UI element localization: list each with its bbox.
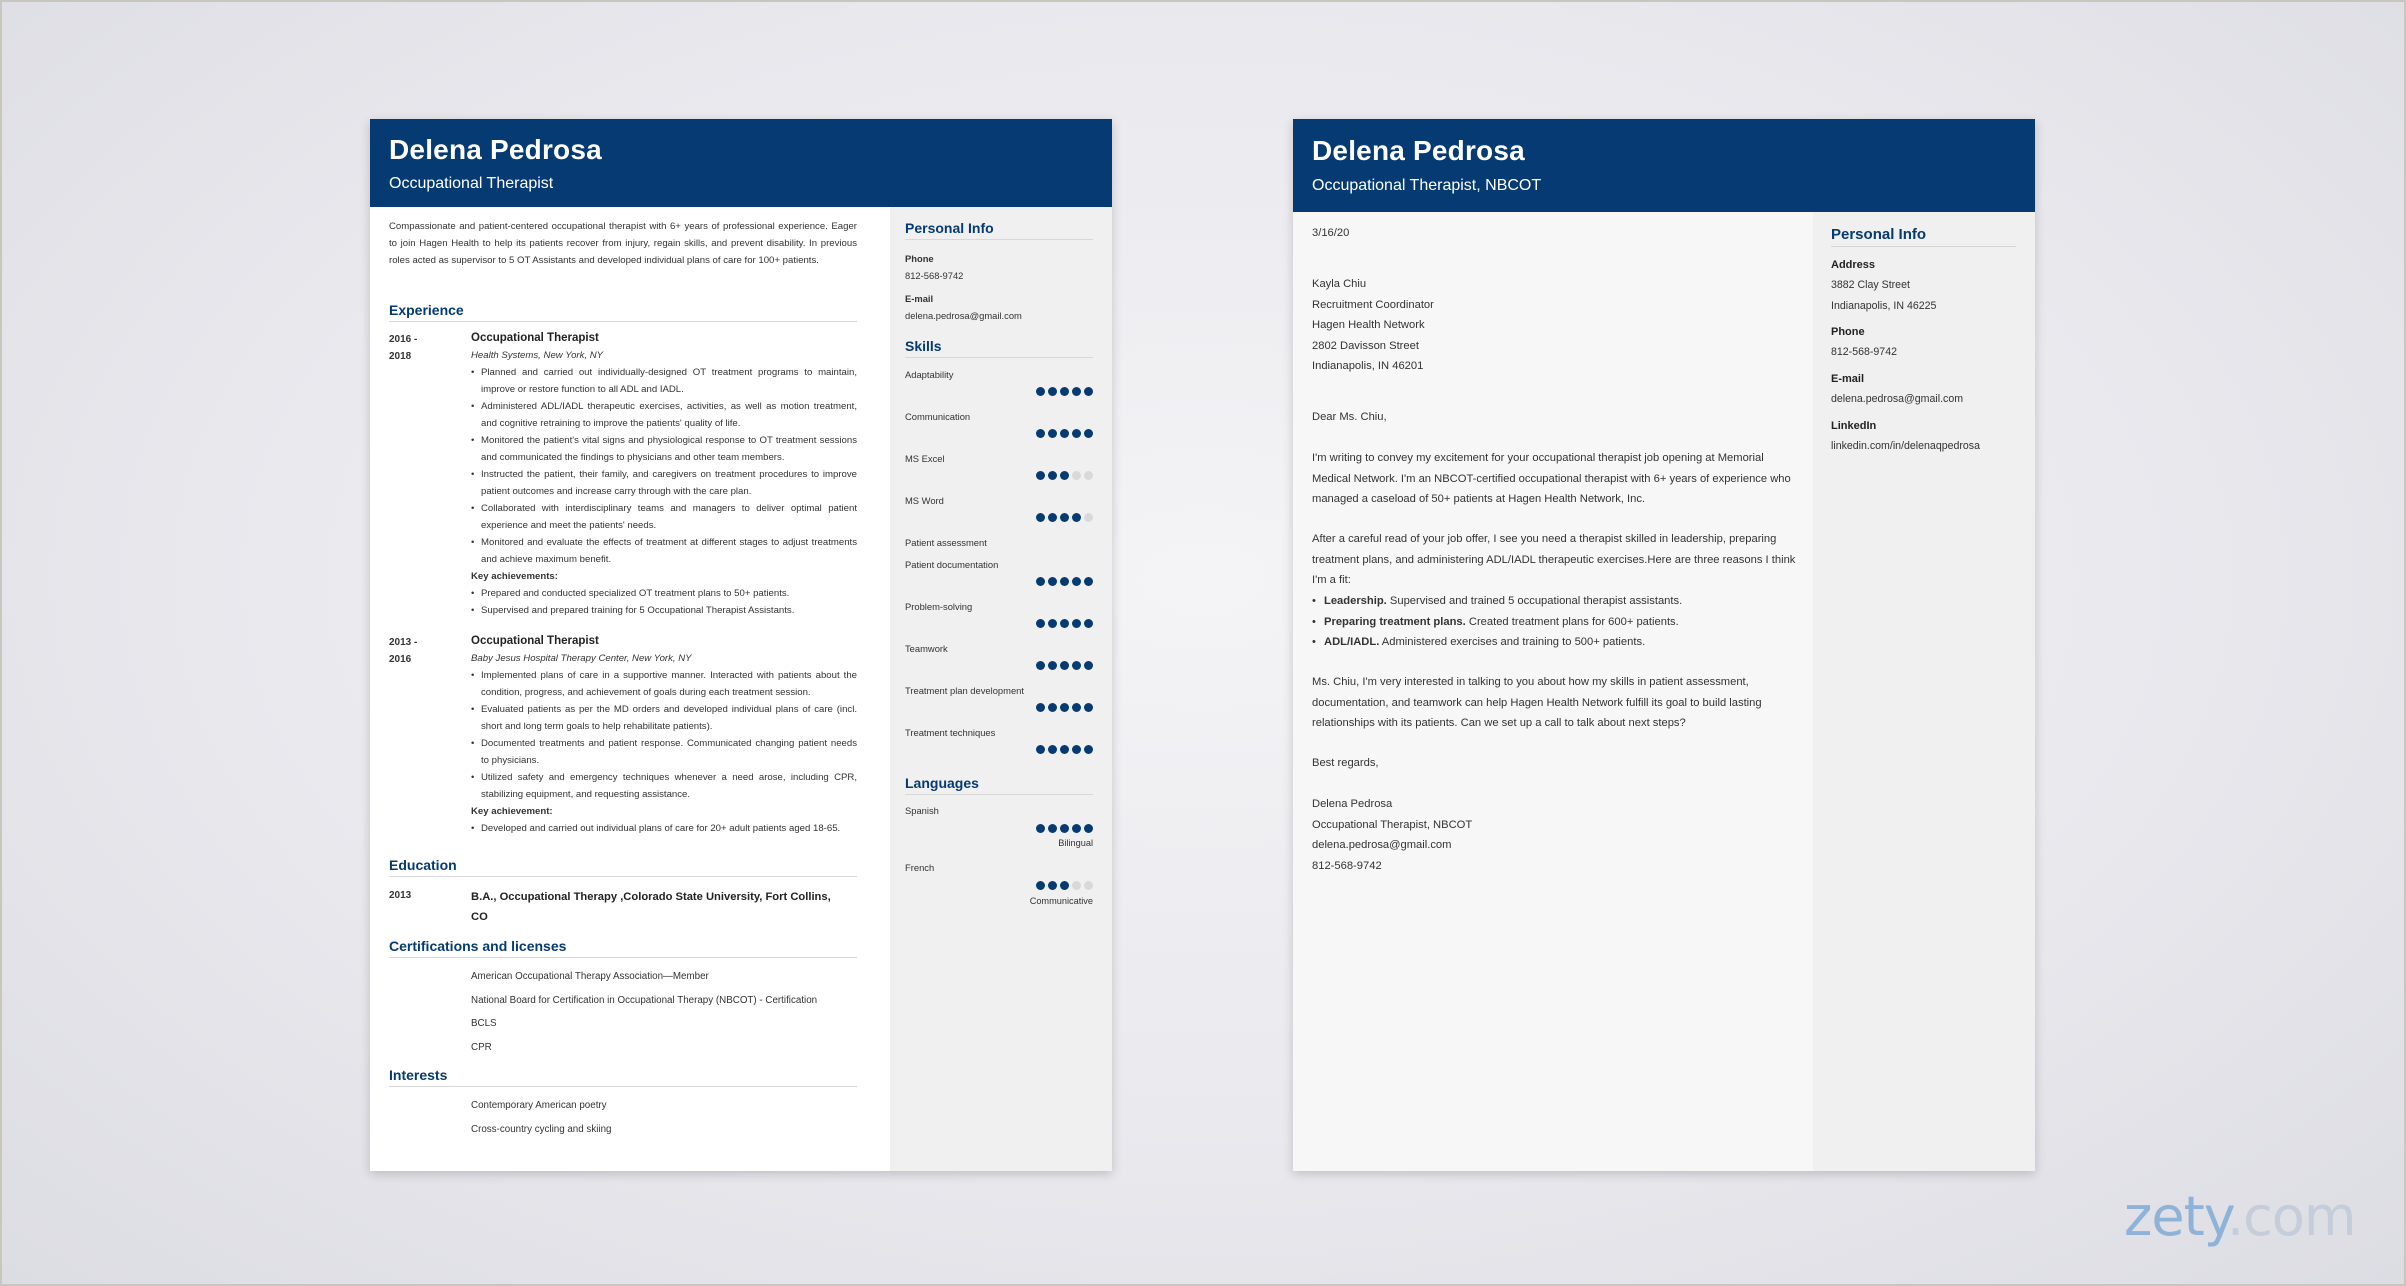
skill-name: Treatment techniques xyxy=(905,727,996,738)
rating-dot xyxy=(1084,513,1093,522)
list-item: • Developed and carried out individual plans of care for 20+ adult patients aged 18-65. xyxy=(471,820,857,837)
job-1-achievements-label: Key achievements: xyxy=(471,571,558,582)
rating-dot xyxy=(1036,429,1045,438)
job-1-date xyxy=(389,331,417,365)
bullet-bold: ADL/IADL. xyxy=(1324,636,1380,648)
rating-dot xyxy=(1084,824,1093,833)
recipient-line: Indianapolis, IN 46201 xyxy=(1312,360,1424,372)
education-degree xyxy=(471,887,831,927)
rating-dot xyxy=(1072,471,1081,480)
resume-header xyxy=(370,119,1112,207)
rating-dot xyxy=(1072,881,1081,890)
recipient-line: Recruitment Coordinator xyxy=(1312,298,1434,311)
list-item xyxy=(1312,591,1802,612)
letter-closing: Best regards, xyxy=(1312,757,1379,769)
job-1-date-start: 2016 - xyxy=(389,334,418,345)
rating-dot xyxy=(1036,513,1045,522)
job-2-bullets xyxy=(471,667,857,837)
skill-rating-treatment-plan-development xyxy=(1036,703,1093,712)
rating-dot xyxy=(1084,471,1093,480)
letter-recipient xyxy=(1312,274,1802,377)
skill-name: Teamwork xyxy=(905,643,948,654)
list-item: Cross-country cycling and skiing xyxy=(471,1123,612,1135)
letter-name: Delena Pedrosa xyxy=(1312,135,1525,166)
phone-value: 812-568-9742 xyxy=(905,270,964,281)
rating-dot xyxy=(1036,745,1045,754)
certifications-list xyxy=(471,965,817,1059)
rating-dot xyxy=(1072,619,1081,628)
rating-dot xyxy=(1036,881,1045,890)
skill-name: Patient documentation xyxy=(905,559,999,570)
job-2-date-end: 2016 xyxy=(389,654,412,665)
job-1-bullets xyxy=(471,364,857,619)
rating-dot xyxy=(1036,619,1045,628)
rating-dot xyxy=(1072,703,1081,712)
rating-dot xyxy=(1060,619,1069,628)
skill-name: Problem-solving xyxy=(905,601,973,612)
skill-rating-ms-word xyxy=(1036,513,1093,522)
rating-dot xyxy=(1048,881,1057,890)
letter-personal-info-heading: Personal Info xyxy=(1831,226,2016,247)
list-item: BCLS xyxy=(471,1018,497,1029)
rating-dot xyxy=(1060,471,1069,480)
phone-value: 812-568-9742 xyxy=(1831,346,1897,358)
rating-dot xyxy=(1084,577,1093,586)
letter-title: Occupational Therapist, NBCOT xyxy=(1312,177,1542,194)
job-1-role: Occupational Therapist xyxy=(471,332,599,344)
skill-rating-teamwork xyxy=(1036,661,1093,670)
resume-title: Occupational Therapist xyxy=(389,175,554,192)
education-degree-line1: B.A., Occupational Therapy ,Colorado State University, Fort Collins, xyxy=(471,891,831,903)
signature-line: delena.pedrosa@gmail.com xyxy=(1312,839,1452,851)
letter-signature xyxy=(1312,794,1802,876)
list-item: • Utilized safety and emergency techniques whenever a need arose, including CPR, stabilizing equipment, and requesting assistance. xyxy=(471,769,857,803)
letter-paragraph-3: Ms. Chiu, I'm very interested in talking to you about how my skills in patient assessment, documentation, and teamwork can help Hagen Health Network fulfill its goal to build lasting relationships with its patients. Can we set up a call to talk about next steps? xyxy=(1312,676,1762,729)
list-item: American Occupational Therapy Association—Member xyxy=(471,971,709,982)
sidebar-personal-info-heading: Personal Info xyxy=(905,220,1093,240)
skill-rating-communication xyxy=(1036,429,1093,438)
skill-name: Adaptability xyxy=(905,369,954,380)
rating-dot xyxy=(1036,387,1045,396)
rating-dot xyxy=(1048,387,1057,396)
list-item: CPR xyxy=(471,1041,492,1053)
skill-name: Communication xyxy=(905,411,971,422)
address-line: 3882 Clay Street xyxy=(1831,279,1910,291)
list-item: Contemporary American poetry xyxy=(471,1100,607,1111)
rating-dot xyxy=(1072,429,1081,438)
section-experience: Experience xyxy=(389,302,857,322)
list-item: National Board for Certification in Occupational Therapy (NBCOT) - Certification xyxy=(471,994,818,1006)
skill-name: Patient assessment xyxy=(905,537,987,548)
skill-name: MS Word xyxy=(905,495,944,506)
bullet-text: Created treatment plans for 600+ patients. xyxy=(1465,615,1679,628)
list-item: • Prepared and conducted specialized OT treatment plans to 50+ patients. xyxy=(471,585,857,602)
list-item: • Instructed the patient, their family, and caregivers on treatment procedures to improve patient outcomes and increase carry through with the care plan. xyxy=(471,466,857,500)
education-date: 2013 xyxy=(389,890,412,901)
rating-dot xyxy=(1048,513,1057,522)
rating-dot xyxy=(1060,387,1069,396)
rating-dot xyxy=(1036,703,1045,712)
email-label: E-mail xyxy=(1831,373,1865,385)
rating-dot xyxy=(1060,824,1069,833)
rating-dot xyxy=(1048,661,1057,670)
list-item: • Collaborated with interdisciplinary teams and managers to deliver optimal patient experience and meet the patients' needs. xyxy=(471,500,857,534)
list-item: • Administered ADL/IADL therapeutic exercises, activities, as well as motion treatment, and cognitive retraining to improve the patients' quality of life. xyxy=(471,398,857,432)
phone-label: Phone xyxy=(1831,326,1865,338)
letter-bullets xyxy=(1312,591,1802,653)
recipient-line: 2802 Davisson Street xyxy=(1312,339,1419,352)
logo-suffix: .com xyxy=(2227,1185,2356,1248)
job-1-date-end: 2018 xyxy=(389,351,412,362)
section-education: Education xyxy=(389,857,857,877)
section-certifications: Certifications and licenses xyxy=(389,938,857,958)
job-2-role: Occupational Therapist xyxy=(471,635,599,647)
rating-dot xyxy=(1084,429,1093,438)
rating-dot xyxy=(1072,387,1081,396)
rating-dot xyxy=(1060,703,1069,712)
resume-name: Delena Pedrosa xyxy=(389,134,602,165)
rating-dot xyxy=(1084,619,1093,628)
logo-name: zety xyxy=(2124,1185,2227,1248)
rating-dot xyxy=(1072,513,1081,522)
rating-dot xyxy=(1072,661,1081,670)
education-degree-line2: CO xyxy=(471,911,488,923)
rating-dot xyxy=(1048,703,1057,712)
sidebar-languages-heading: Languages xyxy=(905,775,1093,795)
resume-page xyxy=(370,119,1112,1171)
cover-letter-page xyxy=(1293,119,2035,1171)
rating-dot xyxy=(1060,881,1069,890)
skill-rating-adaptability xyxy=(1036,387,1093,396)
signature-line: 812-568-9742 xyxy=(1312,859,1382,872)
rating-dot xyxy=(1048,577,1057,586)
zety-logo xyxy=(2124,1185,2356,1248)
letter-salutation: Dear Ms. Chiu, xyxy=(1312,411,1387,423)
rating-dot xyxy=(1060,513,1069,522)
list-item: • Monitored and evaluate the effects of treatment at different stages to adjust treatments and achieve maximum benefit. xyxy=(471,534,857,568)
skill-rating-ms-excel xyxy=(1036,471,1093,480)
skill-rating-treatment-techniques xyxy=(1036,745,1093,754)
skill-name: Treatment plan development xyxy=(905,685,1024,696)
list-item xyxy=(1312,612,1802,633)
language-rating-spanish xyxy=(1036,824,1093,833)
list-item: • Implemented plans of care in a supportive manner. Interacted with patients about the condition, progress, and achievement of goals during each treatment session. xyxy=(471,667,857,701)
language-level: Communicative xyxy=(1029,896,1093,906)
signature-line: Delena Pedrosa xyxy=(1312,798,1393,810)
rating-dot xyxy=(1072,824,1081,833)
phone-label: Phone xyxy=(905,253,934,264)
skill-name: MS Excel xyxy=(905,453,945,464)
language-name: Spanish xyxy=(905,805,939,816)
rating-dot xyxy=(1060,577,1069,586)
resume-summary: Compassionate and patient-centered occupational therapist with 6+ years of professional experience. Eager to join Hagen Health to help its patients recover from injury, regain skills, and prevent disability. In previous roles acted as supervisor to 5 OT Assistants and developed individual plans of care for 100+ patients. xyxy=(389,221,857,266)
skill-rating-problem-solving xyxy=(1036,619,1093,628)
rating-dot xyxy=(1048,429,1057,438)
recipient-line: Kayla Chiu xyxy=(1312,278,1367,290)
email-value: delena.pedrosa@gmail.com xyxy=(905,310,1022,321)
rating-dot xyxy=(1060,745,1069,754)
bullet-bold: Leadership. xyxy=(1324,595,1387,607)
list-item xyxy=(1312,632,1802,653)
list-item: • Planned and carried out individually-designed OT treatment programs to maintain, improve or restore function to all ADL and IADL. xyxy=(471,364,857,398)
letter-paragraph-1: I'm writing to convey my excitement for your occupational therapist job opening at Memorial Medical Network. I'm an NBCOT-certified occupational therapist with 6+ years of experience who managed a caseload of 50+ patients at Hagen Health Network, Inc. xyxy=(1312,452,1791,505)
recipient-line: Hagen Health Network xyxy=(1312,319,1425,331)
rating-dot xyxy=(1060,661,1069,670)
rating-dot xyxy=(1084,881,1093,890)
list-item: • Monitored the patient's vital signs and physiological response to OT treatment sessions and communicated the findings to physicians and other team members. xyxy=(471,432,857,466)
list-item: • Evaluated patients as per the MD orders and developed individual plans of care (incl. short and long term goals to help rehabilitate patients). xyxy=(471,701,857,735)
job-2-date-start: 2013 - xyxy=(389,637,418,648)
interests-list xyxy=(471,1094,611,1141)
rating-dot xyxy=(1048,471,1057,480)
section-interests: Interests xyxy=(389,1067,857,1087)
rating-dot xyxy=(1084,745,1093,754)
job-2-date xyxy=(389,634,417,668)
job-2-achievements-label: Key achievement: xyxy=(471,806,553,817)
rating-dot xyxy=(1048,745,1057,754)
rating-dot xyxy=(1084,661,1093,670)
language-level: Bilingual xyxy=(1058,838,1093,848)
rating-dot xyxy=(1048,824,1057,833)
bullet-text: Supervised and trained 5 occupational therapist assistants. xyxy=(1386,595,1683,607)
address-line: Indianapolis, IN 46225 xyxy=(1831,299,1937,312)
job-2-company: Baby Jesus Hospital Therapy Center, New York, NY xyxy=(471,653,692,664)
rating-dot xyxy=(1084,387,1093,396)
skill-rating-patient-documentation xyxy=(1036,577,1093,586)
email-value: delena.pedrosa@gmail.com xyxy=(1831,393,1964,405)
rating-dot xyxy=(1036,471,1045,480)
signature-line: Occupational Therapist, NBCOT xyxy=(1312,818,1473,831)
rating-dot xyxy=(1060,429,1069,438)
sidebar-skills-heading: Skills xyxy=(905,338,1093,358)
letter-paragraph-2: After a careful read of your job offer, I see you need a therapist skilled in leadership, preparing treatment plans, and administering ADL/IADL therapeutic exercises.Here are three reasons I think I'm a fit: xyxy=(1312,533,1796,586)
job-1-company: Health Systems, New York, NY xyxy=(471,350,604,361)
rating-dot xyxy=(1048,619,1057,628)
rating-dot xyxy=(1036,824,1045,833)
letter-date: 3/16/20 xyxy=(1312,227,1350,239)
linkedin-label: LinkedIn xyxy=(1831,420,1877,432)
bullet-text: Administered exercises and training to 500+ patients. xyxy=(1379,636,1646,648)
rating-dot xyxy=(1036,577,1045,586)
rating-dot xyxy=(1084,703,1093,712)
list-item: • Supervised and prepared training for 5 Occupational Therapist Assistants. xyxy=(471,602,857,619)
rating-dot xyxy=(1072,577,1081,586)
bullet-bold: Preparing treatment plans. xyxy=(1324,615,1466,628)
list-item: • Documented treatments and patient response. Communicated changing patient needs to physicians. xyxy=(471,735,857,769)
language-rating-french xyxy=(1036,881,1093,890)
rating-dot xyxy=(1072,745,1081,754)
rating-dot xyxy=(1036,661,1045,670)
address-value xyxy=(1831,275,1936,316)
address-label: Address xyxy=(1831,259,1876,271)
language-name: French xyxy=(905,862,935,873)
email-label: E-mail xyxy=(905,293,934,304)
letter-header xyxy=(1293,119,2035,212)
linkedin-value: linkedin.com/in/delenaqpedrosa xyxy=(1831,440,1981,452)
